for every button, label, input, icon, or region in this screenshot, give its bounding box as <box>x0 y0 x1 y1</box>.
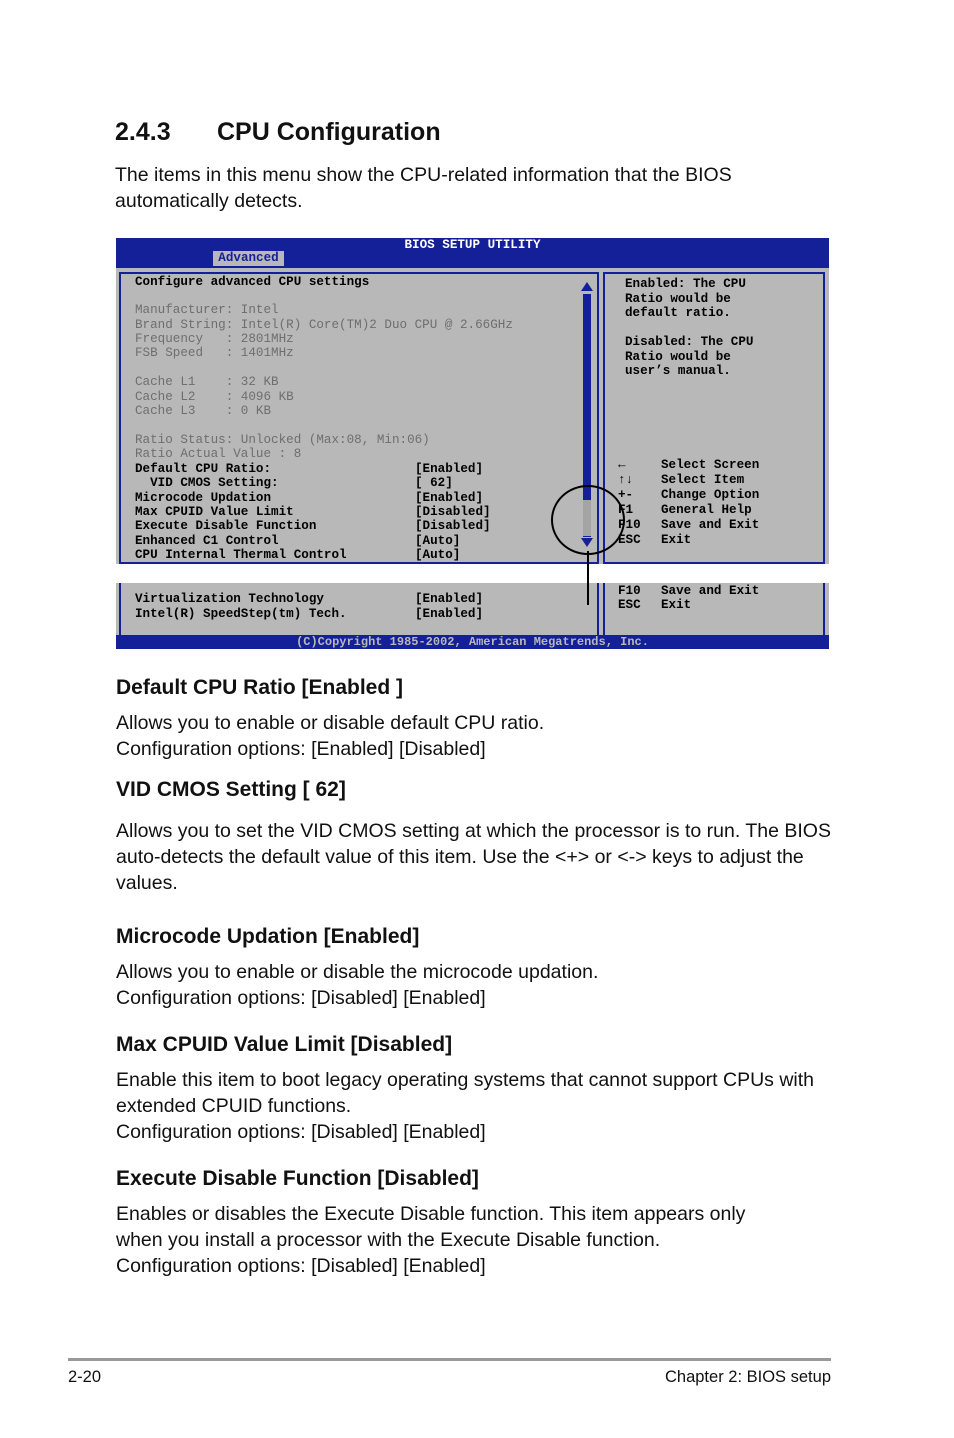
key-label: +- <box>618 488 634 502</box>
key-desc: Change Option <box>661 488 760 502</box>
cpu-info-line: Frequency : 2801MHz <box>135 332 294 346</box>
help-line: Ratio would be <box>625 350 731 364</box>
key-desc: Select Screen <box>661 458 760 472</box>
scrollbar-callout-line <box>587 551 589 605</box>
scroll-up-arrow-icon[interactable] <box>581 282 593 291</box>
key-label: F1 <box>618 503 634 517</box>
description-line: Enable this item to boot legacy operating systems that cannot support CPUs with <box>116 1069 815 1091</box>
section-title: CPU Configuration <box>217 118 441 146</box>
bios-gap <box>116 564 829 583</box>
setting-value[interactable]: [Disabled] <box>415 505 491 519</box>
item-heading: Default CPU Ratio [Enabled ] <box>116 676 404 699</box>
setting-value[interactable]: [Enabled] <box>415 491 484 505</box>
key-desc: Save and Exit <box>661 584 760 598</box>
intro-line: automatically detects. <box>115 190 303 212</box>
help-line: Ratio would be <box>625 292 731 306</box>
setting-label[interactable]: Max CPUID Value Limit <box>135 505 294 519</box>
bios-screen <box>116 238 829 649</box>
description-line: Allows you to set the VID CMOS setting at which the processor is to run. The BIOS <box>116 820 831 842</box>
tab-advanced[interactable]: Advanced <box>213 251 284 266</box>
key-desc: Exit <box>661 533 692 547</box>
left-arrow-icon: ← <box>618 458 626 472</box>
setting-value[interactable]: [Disabled] <box>415 519 491 533</box>
description-line: Enables or disables the Execute Disable function. This item appears only <box>116 1203 746 1225</box>
setting-label[interactable]: Virtualization Technology <box>135 592 324 606</box>
key-desc: Exit <box>661 598 692 612</box>
setting-value[interactable]: [Enabled] <box>415 607 484 621</box>
help-line: user’s manual. <box>625 364 731 378</box>
item-heading: Execute Disable Function [Disabled] <box>116 1167 479 1190</box>
description-line: Configuration options: [Disabled] [Enabled] <box>116 1121 486 1143</box>
key-label: ESC <box>618 533 641 547</box>
description-line: auto-detects the default value of this item. Use the <+> or <-> keys to adjust the <box>116 846 804 868</box>
description-line: Configuration options: [Disabled] [Enabled] <box>116 1255 486 1277</box>
help-line: Disabled: The CPU <box>625 335 754 349</box>
cpu-info-line: Cache L3 : 0 KB <box>135 404 272 418</box>
setting-label[interactable]: Execute Disable Function <box>135 519 317 533</box>
cpu-info-line: Cache L1 : 32 KB <box>135 375 279 389</box>
setting-label[interactable]: VID CMOS Setting: <box>135 476 279 490</box>
cpu-info-line: Brand String: Intel(R) Core(TM)2 Duo CPU @ 2.66GHz <box>135 318 513 332</box>
bios-panel-header: Configure advanced CPU settings <box>135 275 370 289</box>
description-line: extended CPUID functions. <box>116 1095 352 1117</box>
description-line: values. <box>116 872 178 894</box>
setting-value[interactable]: [Enabled] <box>415 462 484 476</box>
setting-label[interactable]: Intel(R) SpeedStep(tm) Tech. <box>135 607 347 621</box>
help-line: default ratio. <box>625 306 731 320</box>
setting-value[interactable]: [Auto] <box>415 548 461 562</box>
footer-rule <box>68 1358 831 1361</box>
cpu-info-line: Ratio Actual Value : 8 <box>135 447 302 461</box>
setting-value[interactable]: [Enabled] <box>415 592 484 606</box>
item-description <box>116 1067 836 1145</box>
bios-copyright: (C)Copyright 1985-2002, American Megatrends, Inc. <box>116 635 829 649</box>
setting-label[interactable]: Enhanced C1 Control <box>135 534 279 548</box>
cpu-info-line: Ratio Status: Unlocked (Max:08, Min:06) <box>135 433 430 447</box>
description-line: Allows you to enable or disable the microcode updation. <box>116 961 599 983</box>
item-heading: Max CPUID Value Limit [Disabled] <box>116 1033 453 1056</box>
key-desc: Select Item <box>661 473 745 487</box>
intro-line: The items in this menu show the CPU-related information that the BIOS <box>115 164 732 186</box>
cpu-info-line: Manufacturer: Intel <box>135 303 279 317</box>
item-description <box>116 959 836 1011</box>
scrollbar-callout-circle <box>551 485 625 555</box>
description-line: Allows you to enable or disable default CPU ratio. <box>116 712 545 734</box>
section-number: 2.4.3 <box>115 118 171 146</box>
setting-label[interactable]: Microcode Updation <box>135 491 272 505</box>
description-line: Configuration options: [Disabled] [Enabled] <box>116 987 486 1009</box>
bios-title: BIOS SETUP UTILITY <box>404 238 541 252</box>
up-down-arrow-icon: ↑↓ <box>618 473 634 487</box>
key-desc: Save and Exit <box>661 518 760 532</box>
key-label: F10 <box>618 584 641 598</box>
item-heading: VID CMOS Setting [ 62] <box>116 778 346 801</box>
setting-label[interactable]: Default CPU Ratio: <box>135 462 272 476</box>
cpu-info-line: Cache L2 : 4096 KB <box>135 390 294 404</box>
description-line: Configuration options: [Enabled] [Disabled] <box>116 738 486 760</box>
key-label: F10 <box>618 518 641 532</box>
page-number: 2-20 <box>68 1368 102 1386</box>
key-desc: General Help <box>661 503 752 517</box>
key-label: ESC <box>618 598 641 612</box>
item-description <box>116 1201 836 1279</box>
cpu-info-line: FSB Speed : 1401MHz <box>135 346 294 360</box>
item-description <box>116 710 836 762</box>
description-line: when you install a processor with the Execute Disable function. <box>116 1229 661 1251</box>
help-line: Enabled: The CPU <box>625 277 746 291</box>
section-intro <box>115 162 815 214</box>
item-description <box>116 818 836 896</box>
setting-value[interactable]: [Auto] <box>415 534 461 548</box>
setting-label[interactable]: CPU Internal Thermal Control <box>135 548 347 562</box>
setting-value[interactable]: [ 62] <box>415 476 453 490</box>
chapter-title: Chapter 2: BIOS setup <box>664 1368 831 1386</box>
item-heading: Microcode Updation [Enabled] <box>116 925 420 948</box>
